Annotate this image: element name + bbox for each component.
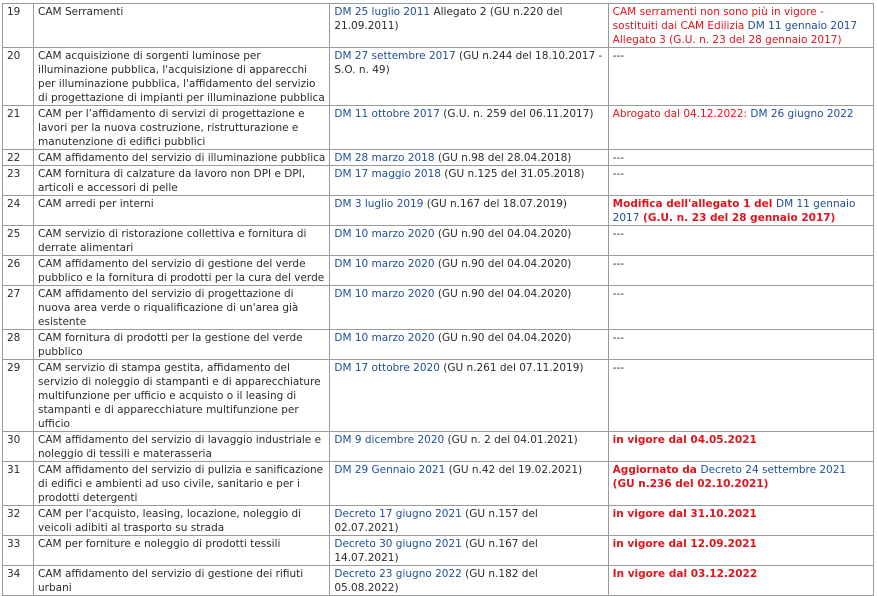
- note-text: (GU n. 2 del 04.01.2021): [444, 434, 578, 446]
- note-text: (G.U. n. 259 del 06.11.2017): [439, 108, 594, 120]
- decree-reference: [330, 462, 608, 506]
- decree-link[interactable]: DM 17 maggio 2018: [334, 168, 441, 180]
- cam-title: CAM arredi per interni: [34, 196, 330, 226]
- cam-title: CAM affidamento del servizio di lavaggio industriale e noleggio di tessili e materasseria: [34, 432, 330, 462]
- decree-reference: [330, 432, 608, 462]
- decree-reference: [330, 226, 608, 256]
- decree-reference: [330, 166, 608, 196]
- row-number: 28: [3, 330, 34, 360]
- cam-title: CAM affidamento del servizio di gestione del verde pubblico e la fornitura di prodotti per la cura del verde: [34, 256, 330, 286]
- row-number: 25: [3, 226, 34, 256]
- row-number: 22: [3, 150, 34, 166]
- decree-link[interactable]: Decreto 17 giugno 2021: [334, 508, 462, 520]
- status-note: [608, 432, 873, 462]
- note-text: Allegato 2 (GU n.220 del 21.09.2011): [334, 6, 563, 32]
- decree-reference: [330, 150, 608, 166]
- note-text: Aggiornato da: [612, 464, 701, 476]
- table-row: [3, 432, 874, 462]
- decree-reference: [330, 196, 608, 226]
- decree-reference: [330, 506, 608, 536]
- note-text: Abrogato dal 04.12.2022:: [612, 108, 751, 120]
- cam-table: [2, 3, 874, 596]
- note-text: in vigore dal 12.09.2021: [612, 538, 757, 550]
- cam-title: CAM per forniture e noleggio di prodotti tessili: [34, 536, 330, 566]
- note-text: CAM serramenti non sono più in vigore - sostituiti dai CAM Edilizia: [612, 6, 824, 32]
- note-text: ---: [612, 152, 625, 164]
- decree-reference: [330, 360, 608, 432]
- note-text: (GU n.90 del 04.04.2020): [434, 258, 572, 270]
- status-note: [608, 462, 873, 506]
- cam-title: CAM acquisizione di sorgenti luminose per illuminazione pubblica, l'acquisizione di apparecchi per illuminazione pubblica, l'affidamento del servizio di progettazione di impianti per illuminazione pubblica: [34, 48, 330, 106]
- row-number: 29: [3, 360, 34, 432]
- decree-reference: [330, 106, 608, 150]
- decree-link[interactable]: DM 10 marzo 2020: [334, 228, 435, 240]
- table-row: [3, 566, 874, 596]
- note-text: ---: [612, 362, 625, 374]
- decree-link[interactable]: DM 17 ottobre 2020: [334, 362, 440, 374]
- decree-reference: [330, 330, 608, 360]
- note-text: Allegato 3 (G.U. n. 23 del 28 gennaio 2017): [612, 34, 842, 46]
- status-note: [608, 150, 873, 166]
- decree-reference: [330, 256, 608, 286]
- status-note: [608, 536, 873, 566]
- row-number: 33: [3, 536, 34, 566]
- decree-link[interactable]: DM 9 dicembre 2020: [334, 434, 445, 446]
- status-note: [608, 256, 873, 286]
- row-number: 20: [3, 48, 34, 106]
- table-row: [3, 150, 874, 166]
- decree-link[interactable]: DM 28 marzo 2018: [334, 152, 435, 164]
- decree-reference: [330, 4, 608, 48]
- note-text: (GU n.90 del 04.04.2020): [434, 332, 572, 344]
- row-number: 24: [3, 196, 34, 226]
- cam-title: CAM per l'acquisto, leasing, locazione, noleggio di veicoli adibiti al trasporto su strada: [34, 506, 330, 536]
- table-row: [3, 256, 874, 286]
- decree-link[interactable]: DM 3 luglio 2019: [334, 198, 424, 210]
- note-text: (GU n.125 del 31.05.2018): [440, 168, 585, 180]
- decree-link[interactable]: DM 10 marzo 2020: [334, 288, 435, 300]
- decree-link[interactable]: DM 11 gennaio 2017: [612, 198, 856, 224]
- decree-reference: [330, 48, 608, 106]
- status-note: [608, 566, 873, 596]
- decree-link[interactable]: DM 11 ottobre 2017: [334, 108, 440, 120]
- cam-title: CAM affidamento del servizio di gestione dei rifiuti urbani: [34, 566, 330, 596]
- row-number: 26: [3, 256, 34, 286]
- cam-title: CAM servizio di stampa gestita, affidamento del servizio di noleggio di stampanti e di apparecchiature multifunzione per ufficio e acquisto o il leasing di stampanti e di apparecchiature multifunzione per ufficio: [34, 360, 330, 432]
- note-text: ---: [612, 288, 625, 300]
- cam-table-body: [3, 4, 874, 596]
- table-row: [3, 4, 874, 48]
- note-text: (GU n.244 del 18.10.2017 - S.O. n. 49): [334, 50, 603, 76]
- row-number: 23: [3, 166, 34, 196]
- note-text: ---: [612, 50, 625, 62]
- decree-reference: [330, 286, 608, 330]
- cam-title: CAM affidamento del servizio di progettazione di nuova area verde o riqualificazione di un'area già esistente: [34, 286, 330, 330]
- decree-link[interactable]: Decreto 24 settembre 2021: [700, 464, 847, 476]
- note-text: (GU n.42 del 19.02.2021): [445, 464, 583, 476]
- status-note: [608, 360, 873, 432]
- note-text: ---: [612, 258, 625, 270]
- decree-link[interactable]: DM 25 luglio 2011: [334, 6, 431, 18]
- decree-link[interactable]: Decreto 23 giugno 2022: [334, 568, 462, 580]
- note-text: (GU n.90 del 04.04.2020): [434, 288, 572, 300]
- table-row: [3, 166, 874, 196]
- note-text: (GU n.98 del 28.04.2018): [434, 152, 572, 164]
- note-text: (GU n.182 del 05.08.2022): [334, 568, 538, 594]
- note-text: in vigore dal 04.05.2021: [612, 434, 757, 446]
- table-row: [3, 226, 874, 256]
- cam-title: CAM Serramenti: [34, 4, 330, 48]
- row-number: 19: [3, 4, 34, 48]
- note-text: ---: [612, 228, 625, 240]
- decree-reference: [330, 566, 608, 596]
- status-note: [608, 286, 873, 330]
- note-text: (GU n.167 del 18.07.2019): [423, 198, 567, 210]
- note-text: ---: [612, 168, 625, 180]
- row-number: 34: [3, 566, 34, 596]
- decree-link[interactable]: DM 11 gennaio 2017: [747, 20, 858, 32]
- table-row: [3, 462, 874, 506]
- table-row: [3, 286, 874, 330]
- status-note: [608, 330, 873, 360]
- decree-link[interactable]: DM 27 settembre 2017: [334, 50, 456, 62]
- decree-link[interactable]: Decreto 30 giugno 2021: [334, 538, 462, 550]
- note-text: (G.U. n. 23 del 28 gennaio 2017): [639, 212, 836, 224]
- note-text: in vigore dal 31.10.2021: [612, 508, 757, 520]
- row-number: 27: [3, 286, 34, 330]
- table-row: [3, 48, 874, 106]
- decree-reference: [330, 536, 608, 566]
- note-text: (GU n.157 del 02.07.2021): [334, 508, 538, 534]
- note-text: (GU n.167 del 14.07.2021): [334, 538, 538, 564]
- table-row: [3, 506, 874, 536]
- status-note: [608, 196, 873, 226]
- row-number: 32: [3, 506, 34, 536]
- row-number: 31: [3, 462, 34, 506]
- row-number: 21: [3, 106, 34, 150]
- cam-title: CAM affidamento del servizio di illuminazione pubblica: [34, 150, 330, 166]
- table-row: [3, 106, 874, 150]
- status-note: [608, 106, 873, 150]
- table-row: [3, 536, 874, 566]
- cam-title: CAM affidamento del servizio di pulizia e sanificazione di edifici e ambienti ad uso civile, sanitario e per i prodotti detergenti: [34, 462, 330, 506]
- cam-title: CAM fornitura di calzature da lavoro non DPI e DPI, articoli e accessori di pelle: [34, 166, 330, 196]
- note-text: (GU n.236 del 02.10.2021): [612, 478, 769, 490]
- decree-link[interactable]: DM 26 giugno 2022: [750, 108, 854, 120]
- cam-title: CAM fornitura di prodotti per la gestione del verde pubblico: [34, 330, 330, 360]
- note-text: Modifica dell'allegato 1 del: [612, 198, 776, 210]
- decree-link[interactable]: DM 29 Gennaio 2021: [334, 464, 446, 476]
- table-row: [3, 196, 874, 226]
- status-note: [608, 506, 873, 536]
- cam-title: CAM servizio di ristorazione collettiva e fornitura di derrate alimentari: [34, 226, 330, 256]
- table-row: [3, 330, 874, 360]
- note-text: ---: [612, 332, 625, 344]
- status-note: [608, 166, 873, 196]
- table-row: [3, 360, 874, 432]
- decree-link[interactable]: DM 10 marzo 2020: [334, 258, 435, 270]
- status-note: [608, 48, 873, 106]
- row-number: 30: [3, 432, 34, 462]
- note-text: In vigore dal 03.12.2022: [612, 568, 758, 580]
- decree-link[interactable]: DM 10 marzo 2020: [334, 332, 435, 344]
- status-note: [608, 226, 873, 256]
- note-text: (GU n.261 del 07.11.2019): [439, 362, 584, 374]
- cam-title: CAM per l’affidamento di servizi di progettazione e lavori per la nuova costruzione, ristrutturazione e manutenzione di edifici pubblici: [34, 106, 330, 150]
- note-text: (GU n.90 del 04.04.2020): [434, 228, 572, 240]
- status-note: [608, 4, 873, 48]
